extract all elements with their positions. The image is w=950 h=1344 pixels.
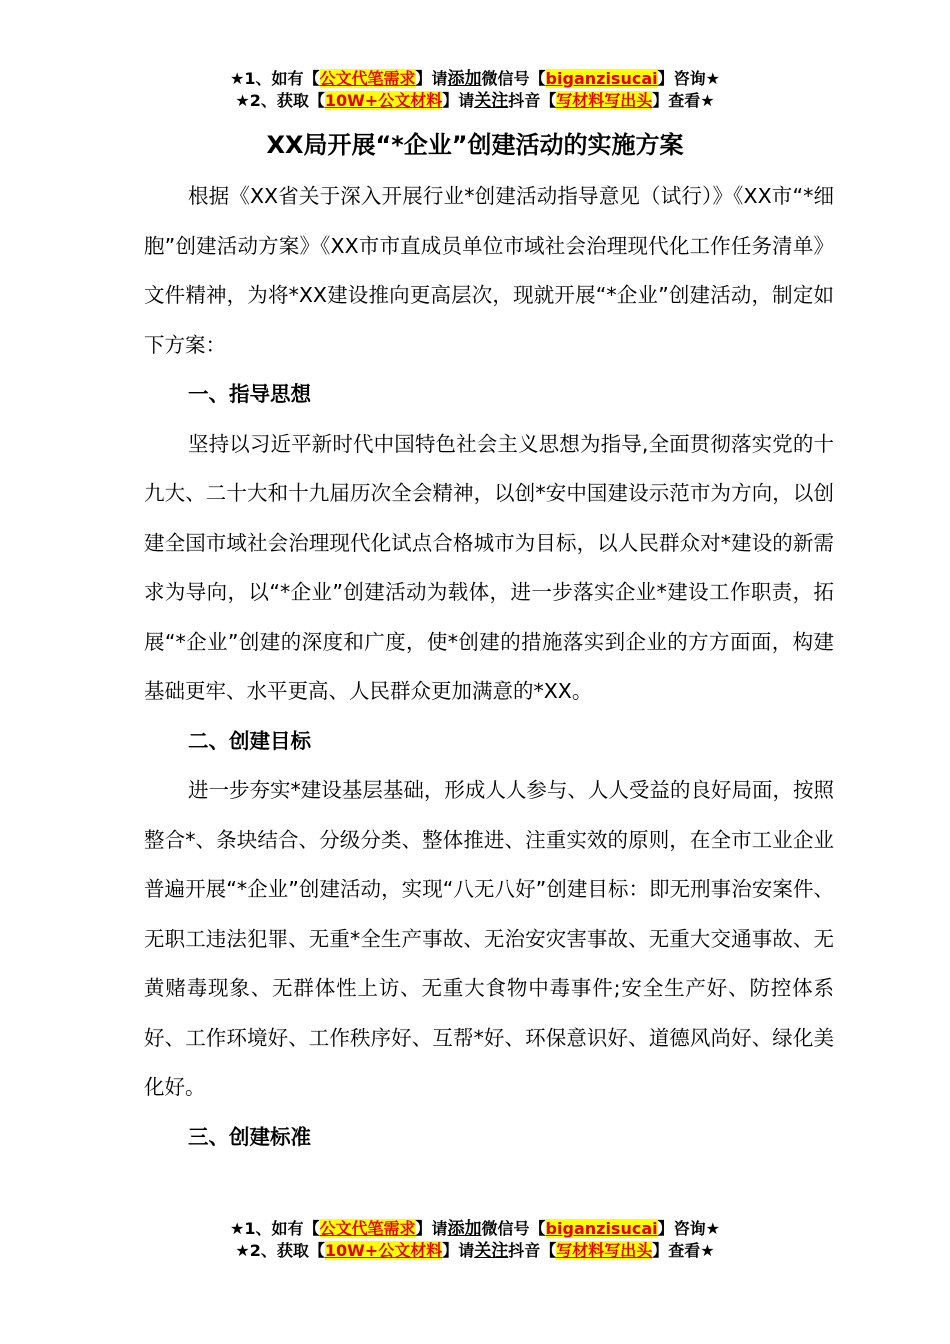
promo-line-1: ★1、如有【公文代笔需求】请添加微信号【biganzisucai】咨询★ [230,1219,720,1239]
document-title: XX局开展“*企业”创建活动的实施方案 [266,131,684,159]
highlight-douyin-id: 写材料写出头 [556,1241,653,1260]
section-body-guiding-ideology: 坚持以习近平新时代中国特色社会主义思想为指导,全面贯彻落实党的十九大、二十大和十九届历次全会精神，以创*安中国建设示范市为方向，以创建全国市域社会治理现代化试点合格城市为目标，以人民群众对*建设的新需求为导向，以“*企业”创建活动为载体，进一步落实企业*建设工作职责，拓展“*企业”创建的深度和广度，使*创建的措施落实到企业的方方面面，构建基础更牢、水平更高、人民群众更加满意的*XX。 [144,431,834,703]
promo-line-1: ★1、如有【公文代笔需求】请添加微信号【biganzisucai】咨询★ [230,69,720,89]
promo-line-2: ★2、获取【10W+公文材料】请关注抖音【写材料写出头】查看★ [235,91,715,111]
promo-line-2: ★2、获取【10W+公文材料】请关注抖音【写材料写出头】查看★ [235,1241,715,1261]
highlight-service: 公文代笔需求 [319,69,416,88]
highlight-wechat-id: biganzisucai [545,1219,658,1238]
document-body [144,172,834,1162]
highlight-service: 公文代笔需求 [319,1219,416,1238]
highlight-douyin-id: 写材料写出头 [556,91,653,110]
section-heading-guiding-ideology: 一、指导思想 [188,382,311,406]
section-body-goals: 进一步夯实*建设基层基础，形成人人参与、人人受益的良好局面，按照整合*、条块结合、分级分类、整体推进、注重实效的原则，在全市工业企业普遍开展“*企业”创建活动，实现“八无八好”创建目标：即无刑事治安案件、无职工违法犯罪、无重*全生产事故、无治安灾害事故、无重大交通事故、无黄赌毒现象、无群体性上访、无重大食物中毒事件;安全生产好、防控体系好、工作环境好、工作秩序好、互帮*好、环保意识好、道德风尚好、绿化美化好。 [144,778,834,1099]
promo-banner-bottom [0,1218,950,1262]
intro-paragraph: 根据《XX省关于深入开展行业*创建活动指导意见（试行）》《XX市“*细胞”创建活动方案》《XX市市直成员单位市域社会治理现代化工作任务清单》文件精神，为将*XX建设推向更高层次，现就开展“*企业”创建活动，制定如下方案： [144,184,834,357]
section-heading-goals: 二、创建目标 [188,728,311,753]
promo-banner-top [0,68,950,112]
highlight-wechat-id: biganzisucai [545,69,658,88]
highlight-materials: 10W+公文材料 [324,91,443,110]
section-heading-standards: 三、创建标准 [188,1124,311,1149]
highlight-materials: 10W+公文材料 [324,1241,443,1260]
